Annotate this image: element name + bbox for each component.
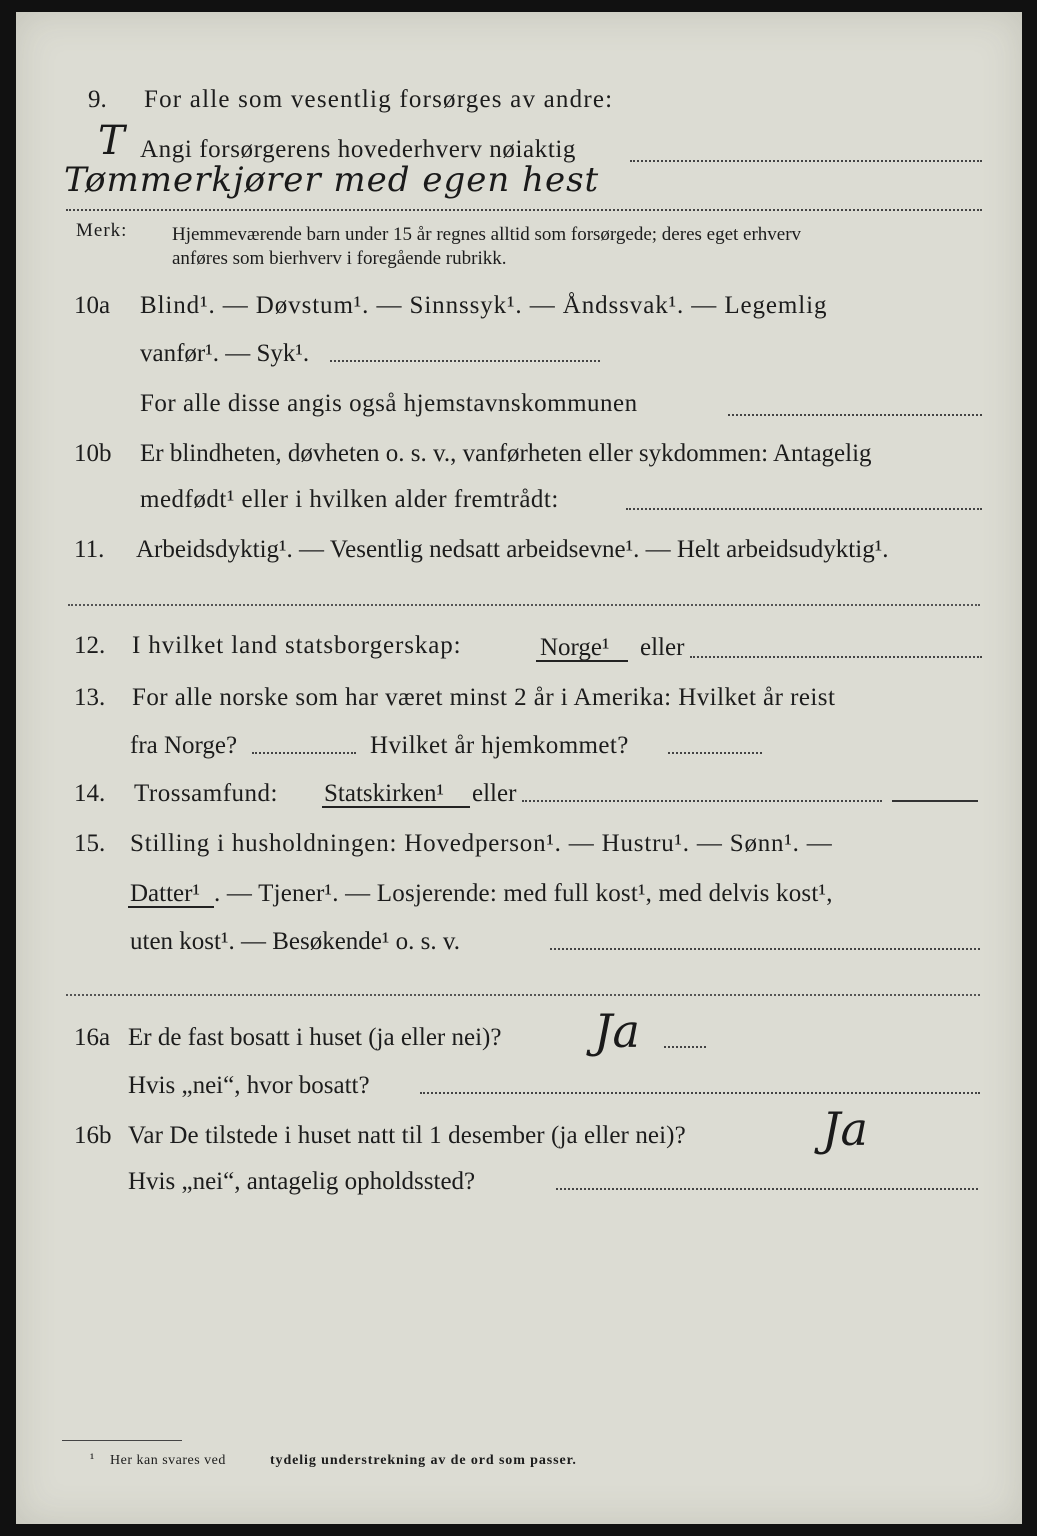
q10b-number: 10b <box>74 440 112 467</box>
footnote-text-plain: Her kan svares ved <box>110 1453 226 1468</box>
q9-line1: For alle som vesentlig forsørges av andre: <box>144 86 614 113</box>
q12-prefix: I hvilket land statsborgerskap: <box>132 632 462 659</box>
q10a-line3: For alle disse angis også hjemstavnskommunen <box>140 390 638 417</box>
merk-line1: Hjemmeværende barn under 15 år regnes alltid som forsørgede; deres eget erhverv <box>172 224 802 245</box>
q13-line2b: Hvilket år hjemkommet? <box>370 732 629 759</box>
q10b-line2: medfødt¹ eller i hvilken alder fremtrådt: <box>140 486 559 513</box>
q16b-line1: Var De tilstede i huset natt til 1 desember (ja eller nei)? <box>128 1122 686 1149</box>
q15-datter-underline <box>128 906 214 908</box>
q15-choice-datter: Datter¹ <box>130 880 200 907</box>
q13-reist-line <box>252 752 356 754</box>
q9-answer-line-1 <box>630 160 982 162</box>
q12-choice-norge: Norge¹ <box>540 634 610 661</box>
q12-norge-underline <box>536 660 628 662</box>
q9-number: 9. <box>88 86 107 113</box>
q12-answer-line <box>690 656 982 658</box>
q13-line1: For alle norske som har været minst 2 år i Amerika: Hvilket år reist <box>132 684 836 711</box>
q16a-line1: Er de fast bosatt i huset (ja eller nei)? <box>128 1024 502 1051</box>
merk-line2: anføres som bierhverv i foregående rubrikk. <box>172 248 507 269</box>
q16a-number: 16a <box>74 1024 111 1051</box>
q10a-line2: vanfør¹. — Syk¹. <box>140 340 310 367</box>
q12-suffix: eller <box>640 634 685 661</box>
q15-number: 15. <box>74 830 106 857</box>
q16b-opholdssted-line <box>556 1188 978 1190</box>
q10a-hjemstavn-line <box>728 414 982 416</box>
q14-statskirken-underline <box>322 806 470 808</box>
q16a-answer-line <box>664 1046 706 1048</box>
q16b-number: 16b <box>74 1122 112 1149</box>
q14-answer-line <box>522 800 882 802</box>
q11-number: 11. <box>74 536 105 563</box>
q9-answer-initial: T <box>98 118 125 164</box>
q10b-alder-line <box>626 508 982 510</box>
merk-label: Merk: <box>76 220 128 241</box>
q14-answer-line-end <box>892 800 978 802</box>
footnote-rule <box>62 1440 182 1441</box>
q15-line1: Stilling i husholdningen: Hovedperson¹. — Hustru¹. — Sønn¹. — <box>130 830 833 857</box>
q14-prefix: Trossamfund: <box>134 780 278 807</box>
q16a-bosatt-line <box>420 1092 980 1094</box>
q15-line3: uten kost¹. — Besøkende¹ o. s. v. <box>130 928 461 955</box>
footnote-mark: ¹ <box>90 1452 95 1467</box>
q14-suffix: eller <box>472 780 517 807</box>
q14-choice-statskirken: Statskirken¹ <box>324 780 444 807</box>
q16b-line2: Hvis „nei“, antagelig opholdssted? <box>128 1168 476 1195</box>
q13-hjemkommet-line <box>668 752 762 754</box>
q16a-line2: Hvis „nei“, hvor bosatt? <box>128 1072 370 1099</box>
q13-line2a: fra Norge? <box>130 732 238 759</box>
q15-line2-rest: . — Tjener¹. — Losjerende: med full kost¹, med delvis kost¹, <box>214 880 833 907</box>
footnote-text-bold: tydelig understrekning av de ord som passer. <box>270 1453 577 1468</box>
q9-answer-line-2 <box>66 209 982 211</box>
q11-line1: Arbeidsdyktig¹. — Vesentlig nedsatt arbeidsevne¹. — Helt arbeidsudyktig¹. <box>136 536 889 563</box>
q10a-syk-line <box>330 360 600 362</box>
q11-separator <box>68 604 980 606</box>
q14-number: 14. <box>74 780 106 807</box>
q16a-handwritten-answer: Ja <box>594 1004 640 1058</box>
q15-separator <box>66 994 980 996</box>
q13-number: 13. <box>74 684 106 711</box>
q9-handwritten-answer: Tømmerkjører med egen hest <box>64 160 600 200</box>
q15-answer-line <box>550 948 980 950</box>
q10a-number: 10a <box>74 292 111 319</box>
q16b-handwritten-answer: Ja <box>822 1102 868 1156</box>
q10a-line1: Blind¹. — Døvstum¹. — Sinnssyk¹. — Åndssvak¹. — Legemlig <box>140 292 828 319</box>
q12-number: 12. <box>74 632 106 659</box>
q10b-line1: Er blindheten, døvheten o. s. v., vanførheten eller sykdommen: Antagelig <box>140 440 872 467</box>
q9-line2: Angi forsørgerens hovederhverv nøiaktig <box>140 136 577 163</box>
